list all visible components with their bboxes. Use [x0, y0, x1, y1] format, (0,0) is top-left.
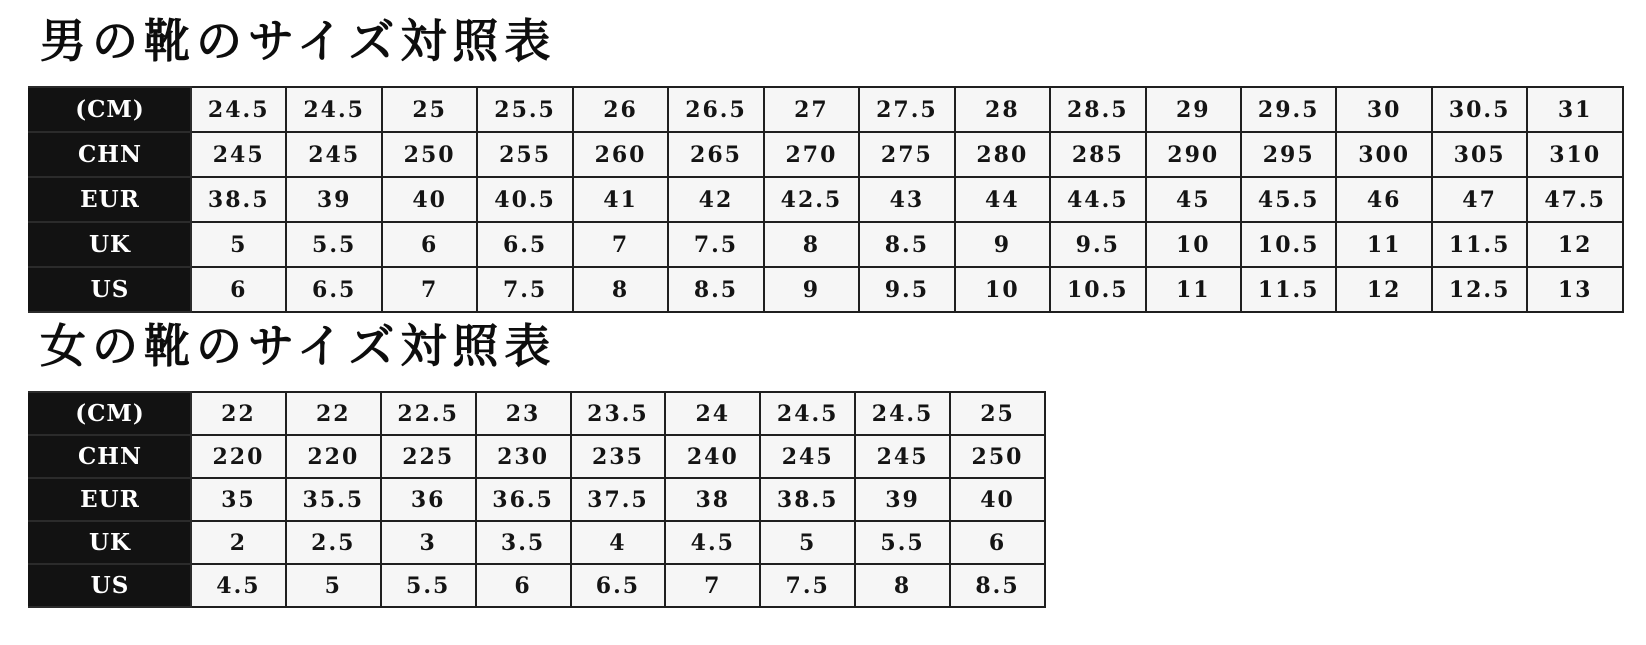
size-value-cell: 24.5 — [191, 87, 286, 132]
size-value-cell: 44.5 — [1050, 177, 1145, 222]
size-value-cell: 8 — [764, 222, 859, 267]
size-value-cell: 3 — [381, 521, 476, 564]
row-label-cell: UK — [29, 222, 191, 267]
size-value-cell: 10.5 — [1241, 222, 1336, 267]
size-value-cell: 280 — [955, 132, 1050, 177]
size-value-cell: 38.5 — [191, 177, 286, 222]
size-value-cell: 300 — [1336, 132, 1431, 177]
size-value-cell: 4.5 — [191, 564, 286, 607]
size-value-cell: 9 — [764, 267, 859, 312]
size-value-cell: 12.5 — [1432, 267, 1527, 312]
size-value-cell: 31 — [1527, 87, 1623, 132]
size-value-cell: 29.5 — [1241, 87, 1336, 132]
size-value-cell: 22 — [191, 392, 286, 435]
size-value-cell: 5.5 — [286, 222, 381, 267]
size-value-cell: 22 — [286, 392, 381, 435]
size-value-cell: 28.5 — [1050, 87, 1145, 132]
table-row — [29, 177, 1623, 222]
size-value-cell: 25.5 — [477, 87, 572, 132]
row-label-cell: CHN — [29, 132, 191, 177]
size-value-cell: 23 — [476, 392, 571, 435]
table-row — [29, 267, 1623, 312]
size-value-cell: 7.5 — [668, 222, 763, 267]
row-label-cell: US — [29, 267, 191, 312]
size-value-cell: 24.5 — [286, 87, 381, 132]
size-value-cell: 11.5 — [1241, 267, 1336, 312]
size-value-cell: 6 — [191, 267, 286, 312]
size-value-cell: 5 — [286, 564, 381, 607]
size-value-cell: 40 — [382, 177, 477, 222]
size-value-cell: 24.5 — [855, 392, 950, 435]
size-value-cell: 9 — [955, 222, 1050, 267]
size-value-cell: 245 — [760, 435, 855, 478]
size-value-cell: 45.5 — [1241, 177, 1336, 222]
table-row — [29, 392, 1045, 435]
row-label-cell: EUR — [29, 177, 191, 222]
row-label-cell: (CM) — [29, 87, 191, 132]
size-value-cell: 225 — [381, 435, 476, 478]
size-value-cell: 41 — [573, 177, 668, 222]
size-value-cell: 245 — [855, 435, 950, 478]
size-value-cell: 27.5 — [859, 87, 954, 132]
size-value-cell: 5 — [760, 521, 855, 564]
size-value-cell: 7.5 — [477, 267, 572, 312]
row-label-cell: UK — [29, 521, 191, 564]
size-value-cell: 43 — [859, 177, 954, 222]
size-value-cell: 7.5 — [760, 564, 855, 607]
size-value-cell: 11 — [1336, 222, 1431, 267]
men-table-title: 男の靴のサイズ対照表 — [40, 14, 557, 68]
size-value-cell: 6 — [950, 521, 1045, 564]
size-value-cell: 42.5 — [764, 177, 859, 222]
size-value-cell: 4.5 — [665, 521, 760, 564]
size-value-cell: 4 — [571, 521, 666, 564]
table-row — [29, 435, 1045, 478]
women-size-table — [28, 391, 1046, 608]
size-value-cell: 9.5 — [1050, 222, 1145, 267]
size-value-cell: 44 — [955, 177, 1050, 222]
size-value-cell: 22.5 — [381, 392, 476, 435]
size-value-cell: 38 — [665, 478, 760, 521]
size-value-cell: 12 — [1336, 267, 1431, 312]
size-value-cell: 26.5 — [668, 87, 763, 132]
size-value-cell: 24.5 — [760, 392, 855, 435]
row-label-cell: US — [29, 564, 191, 607]
size-value-cell: 45 — [1146, 177, 1241, 222]
size-value-cell: 24 — [665, 392, 760, 435]
size-value-cell: 10 — [955, 267, 1050, 312]
size-value-cell: 39 — [855, 478, 950, 521]
size-value-cell: 25 — [382, 87, 477, 132]
size-value-cell: 6.5 — [571, 564, 666, 607]
size-value-cell: 35.5 — [286, 478, 381, 521]
size-value-cell: 10 — [1146, 222, 1241, 267]
size-value-cell: 6.5 — [477, 222, 572, 267]
size-value-cell: 11 — [1146, 267, 1241, 312]
size-value-cell: 7 — [382, 267, 477, 312]
size-value-cell: 28 — [955, 87, 1050, 132]
size-value-cell: 38.5 — [760, 478, 855, 521]
row-label-cell: (CM) — [29, 392, 191, 435]
table-row — [29, 222, 1623, 267]
size-value-cell: 255 — [477, 132, 572, 177]
size-value-cell: 240 — [665, 435, 760, 478]
women-table-title: 女の靴のサイズ対照表 — [40, 319, 557, 374]
size-value-cell: 40.5 — [477, 177, 572, 222]
size-value-cell: 310 — [1527, 132, 1623, 177]
size-value-cell: 2.5 — [286, 521, 381, 564]
table-row — [29, 132, 1623, 177]
size-value-cell: 5 — [191, 222, 286, 267]
size-value-cell: 220 — [191, 435, 286, 478]
size-value-cell: 36.5 — [476, 478, 571, 521]
size-value-cell: 13 — [1527, 267, 1623, 312]
table-row — [29, 564, 1045, 607]
size-value-cell: 270 — [764, 132, 859, 177]
size-value-cell: 235 — [571, 435, 666, 478]
size-value-cell: 40 — [950, 478, 1045, 521]
size-value-cell: 290 — [1146, 132, 1241, 177]
size-value-cell: 29 — [1146, 87, 1241, 132]
table-row — [29, 87, 1623, 132]
size-value-cell: 25 — [950, 392, 1045, 435]
size-value-cell: 30.5 — [1432, 87, 1527, 132]
size-value-cell: 26 — [573, 87, 668, 132]
row-label-cell: CHN — [29, 435, 191, 478]
size-value-cell: 47.5 — [1527, 177, 1623, 222]
size-value-cell: 3.5 — [476, 521, 571, 564]
size-value-cell: 5.5 — [855, 521, 950, 564]
size-value-cell: 295 — [1241, 132, 1336, 177]
size-value-cell: 265 — [668, 132, 763, 177]
size-value-cell: 23.5 — [571, 392, 666, 435]
size-value-cell: 10.5 — [1050, 267, 1145, 312]
size-value-cell: 12 — [1527, 222, 1623, 267]
size-value-cell: 230 — [476, 435, 571, 478]
size-value-cell: 8.5 — [668, 267, 763, 312]
size-value-cell: 11.5 — [1432, 222, 1527, 267]
size-value-cell: 47 — [1432, 177, 1527, 222]
size-value-cell: 305 — [1432, 132, 1527, 177]
size-value-cell: 27 — [764, 87, 859, 132]
size-value-cell: 6 — [476, 564, 571, 607]
size-value-cell: 8 — [855, 564, 950, 607]
size-value-cell: 36 — [381, 478, 476, 521]
size-value-cell: 30 — [1336, 87, 1431, 132]
size-value-cell: 9.5 — [859, 267, 954, 312]
size-value-cell: 35 — [191, 478, 286, 521]
size-value-cell: 275 — [859, 132, 954, 177]
size-value-cell: 6.5 — [286, 267, 381, 312]
size-value-cell: 39 — [286, 177, 381, 222]
size-value-cell: 8.5 — [859, 222, 954, 267]
men-size-table — [28, 86, 1624, 313]
size-value-cell: 220 — [286, 435, 381, 478]
table-row — [29, 478, 1045, 521]
size-value-cell: 8.5 — [950, 564, 1045, 607]
size-value-cell: 5.5 — [381, 564, 476, 607]
row-label-cell: EUR — [29, 478, 191, 521]
size-value-cell: 42 — [668, 177, 763, 222]
size-value-cell: 260 — [573, 132, 668, 177]
size-value-cell: 8 — [573, 267, 668, 312]
size-value-cell: 245 — [191, 132, 286, 177]
size-value-cell: 7 — [665, 564, 760, 607]
size-value-cell: 285 — [1050, 132, 1145, 177]
table-row — [29, 521, 1045, 564]
size-value-cell: 245 — [286, 132, 381, 177]
size-value-cell: 6 — [382, 222, 477, 267]
size-value-cell: 250 — [950, 435, 1045, 478]
size-value-cell: 250 — [382, 132, 477, 177]
size-value-cell: 37.5 — [571, 478, 666, 521]
size-value-cell: 46 — [1336, 177, 1431, 222]
size-value-cell: 7 — [573, 222, 668, 267]
size-value-cell: 2 — [191, 521, 286, 564]
